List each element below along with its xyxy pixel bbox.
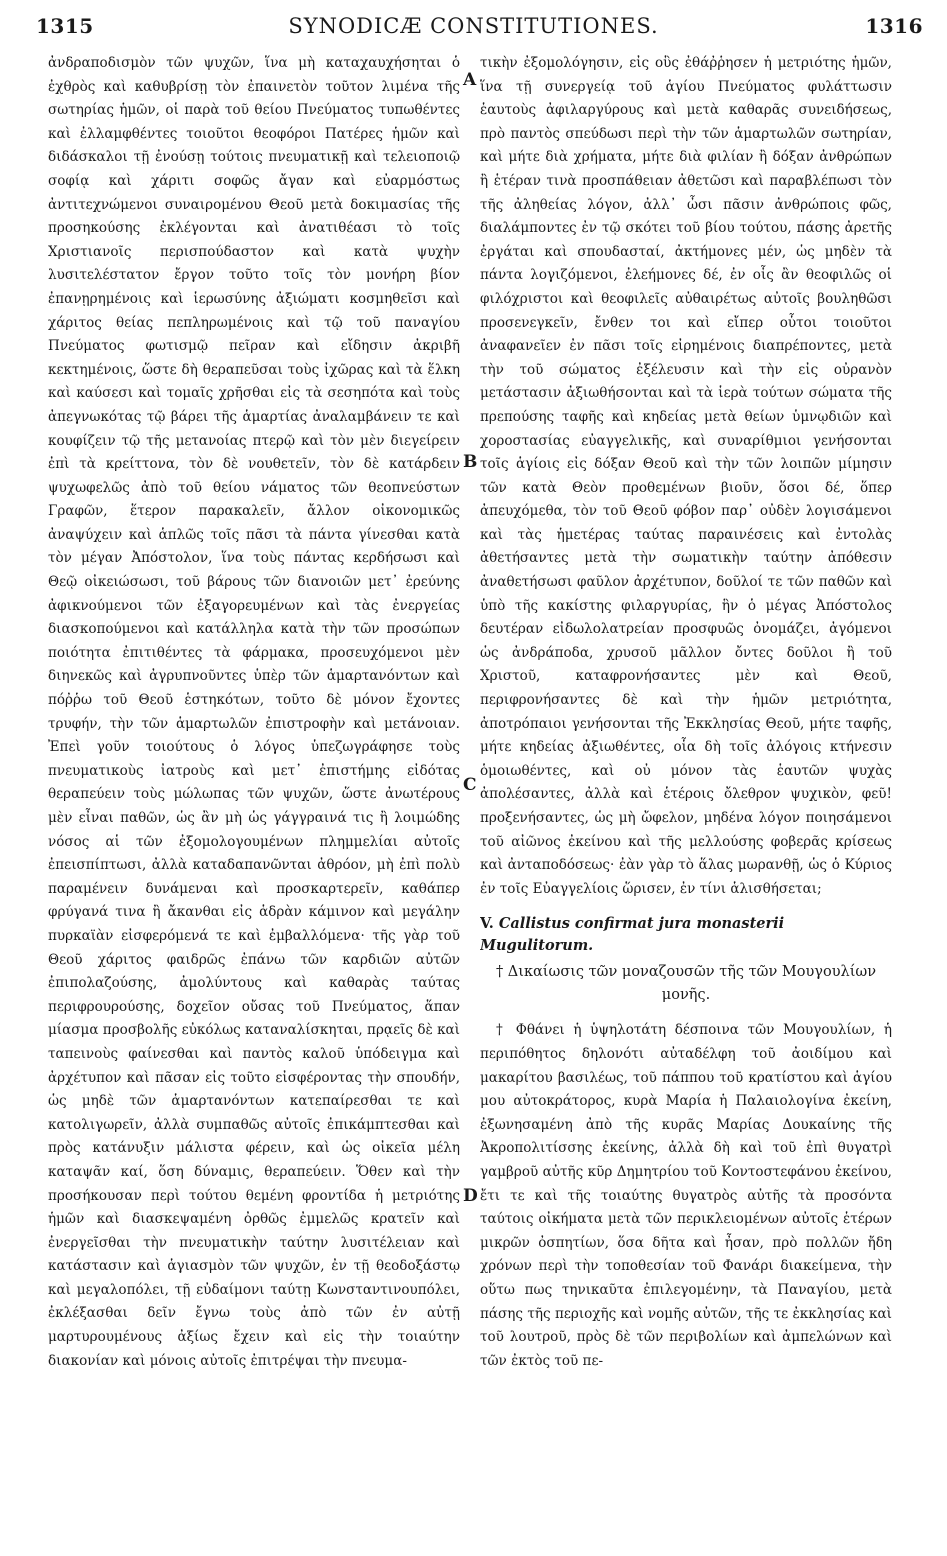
page-number-right: 1316	[865, 14, 923, 38]
section-title: Callistus confirmat jura monasterii Mugulitorum.	[480, 915, 785, 955]
margin-letter-a: A	[463, 70, 477, 90]
running-title: SYNODICÆ CONSTITUTIONES.	[288, 14, 659, 38]
greek-heading: † Δικαίωσις τῶν μοναζουσῶν τῆς τῶν Μουγουλίων μονῆς.	[495, 964, 877, 1004]
page-header	[0, 6, 947, 46]
margin-letter-c: C	[463, 775, 477, 795]
right-column	[480, 52, 892, 1542]
left-column	[48, 52, 460, 1542]
page-number-left: 1315	[36, 14, 94, 38]
section-heading	[480, 913, 892, 957]
right-column-text-after: † Φθάνει ἡ ὑψηλοτάτη δέσποινα τῶν Μουγουλίων, ἡ περιπόθητος δηλονότι αὐταδέλφη τοῦ ἀοιδίμου καὶ μακαρίτου βασιλέως, τοῦ πάππου τοῦ κρατίστου καὶ ἁγίου μου αὐτοκράτορος, κυρὰ Μαρία ἡ Παλαιολογίνα ἐκείνη, ἐξωνησαμένη ἀπὸ τῆς κυρᾶς Μαρίας Δουκαίνης τῆς Ἀκροπολιτίσσης ἐκείνης, ἀλλὰ δὴ καὶ τοῦ ἐπὶ θυγατρὶ γαμβροῦ αὐτῆς κῦρ Δημητρίου τοῦ Κοντοστεφάνου ἐκείνου, ἔτι τε καὶ τῆς τοιαύτης θυγατρὸς αὐτῆς τὰ προσόντα ταύτοις οἰκήματα μετὰ τῶν περικλειομένων αὐτοῖς ἑτέρων μικρῶν ὀσπητίων, ὅσα δῆτα καὶ ἦσαν, πρὸ πολλῶν ἤδη χρόνων περὶ τὴν τοποθεσίαν τοῦ Φανάρι διακείμενα, τὴν οὕτω πως τηνικαῦτα ἐπιλεγομένην, τὰ Παναγίου, μετὰ πάσης τῆς περιοχῆς καὶ νομῆς αὐτῶν, τῆς τε ἐκκλησίας καὶ τοῦ λουτροῦ, πρὸς δὲ τῶν περιβολίων καὶ ἀμπελώνων καὶ τῶν ἐκτὸς τοῦ πε-	[480, 1022, 892, 1369]
margin-letter-d: D	[463, 1186, 478, 1206]
left-column-text: ἀνδραποδισμὸν τῶν ψυχῶν, ἵνα μὴ καταχαυχήσηται ὁ ἐχθρὸς καὶ καθυβρίσῃ τὸν ἐπαινετὸν τοῦτον λιμένα τῆς σωτηρίας ἡμῶν, οἱ παρὰ τοῦ θείου Πνεύματος τυπωθέντες καὶ ἐλλαμφθέντες τοιοῦτοι θεοφόροι Πατέρες ἡμῶν καὶ διδάσκαλοι τῇ ἐνούσῃ τούτοις πνευματικῇ καὶ τελειοποιῷ σοφίᾳ καὶ χάριτι σοφῶς ἄγαν καὶ εὐαρμόστως ἀντιτεχνώμενοι συναιρομένου Θεοῦ μετὰ δοκιμασίας τῆς προσηκούσης ἐκλέγονται καὶ ἀνατιθέασι τὸ τοῖς Χριστιανοῖς περισπούδαστον καὶ κατὰ ψυχὴν λυσιτελέστατον ἔργον τοῦτο τοῖς τὸν μονήρη βίον ἐπανῃρημένοις καὶ ἱερωσύνης ἀξιώματι κοσμηθεῖσι καὶ χάριτος θείας πεπληρωμένοις καὶ τῷ τοῦ παναγίου Πνεύματος φωτισμῷ πεῖραν καὶ εἴδησιν ἀκριβῆ κεκτημένοις, ὥστε δὴ θεραπεῦσαι τοὺς ἰχῶρας καὶ τὰ ἕλκη καὶ καύσεσι καὶ τομαῖς χρῆσθαι εἰς τὰ σεσηπότα καὶ τοὺς ἀπεγνωκότας τῷ βάρει τῆς ἁμαρτίας ἀναλαμβάνειν τε καὶ κουφίζειν τῷ τῆς μετανοίας πτερῷ καὶ τὸν μὲν διεγείρειν ἐπὶ τὰ κρείττονα, τὸν δὲ νουθετεῖν, τὸν δὲ κατάρδειν ψυχωφελῶς ἀπὸ τοῦ θείου νάματος τῶν θεοπνεύστων Γραφῶν, ἕτερον παρακαλεῖν, ἄλλον οἰκονομικῶς ἀναψύχειν καὶ ἁπλῶς τοῖς πᾶσι τὰ πάντα γίνεσθαι κατὰ τὸν μέγαν Ἀπόστολον, ἵνα τοὺς πάντας κερδήσωσι καὶ Θεῷ οἰκειώσωσι, τοῦ βάρους τῶν διανοιῶν μετ᾽ ἐρεύνης ἀφικνούμενοι τῶν ἐξαγορευμένων καὶ τὰς ἐνεργείας διασκοπούμενοι καὶ κατάλληλα κατὰ τὴν τῶν προσώπων ποιότητα ἐπιτιθέντες τὰ φάρμακα, προσευχόμενοι μὲν διηνεκῶς καὶ ἀγρυπνοῦντες ὑπὲρ τῶν ἁμαρτανόντων καὶ πόῤῥω τοῦ Θεοῦ ἑστηκότων, τοῦτο δὲ μόνον ἔχοντες τρυφήν, τὴν τῶν ἁμαρτωλῶν ἐπιστροφὴν καὶ μετάνοιαν. Ἐπεὶ γοῦν τοιούτους ὁ λόγος ὑπεζωγράφησε τοὺς πνευματικοὺς ἰατροὺς καὶ μετ᾽ ἐπιστήμης εἰδότας θεραπεύειν τοὺς μώλωπας τῶν ψυχῶν, ὥστε ἀνωτέρους μὲν εἶναι παθῶν, ὡς ἂν μὴ ὡς γάγγραινά τις ἢ λοιμώδης νόσος αἱ τῶν ἐξομολογουμένων πλημμελίαι αὐτοῖς ἐπεισπίπτωσι, ἀλλὰ καταδαπανῶνται ἀθρόον, μὴ ἐπὶ πολὺ παραμένειν δυνάμεναι καὶ προσκαρτερεῖν, καθάπερ φρύγανά τινα ἢ ἄκανθαι εἰς ἁδρὰν κάμινον καὶ μεγάλην πυρκαϊὰν εἰσφερόμενά τε καὶ ἐμβαλλόμενα· τῆς γὰρ τοῦ Θεοῦ χάριτος φαιδρῶς ἐπάνω τῶν καρδιῶν αὐτῶν ἐπιπολαζούσης, ἀμολύντους καὶ καθαρὰς ταύτας περιφρουρούσης, δοχεῖον οὔσας τοῦ Πνεύματος, ἅπαν μίασμα προσβολῆς εὐκόλως καταναλίσκηται, πρᾳεῖς δὲ καὶ ταπεινοὺς φαίνεσθαι καὶ παντὸς καλοῦ ὑπόδειγμα καὶ ἀρχέτυπον καὶ πᾶσαν εἰς τοῦτο εἰσφέροντας τὴν σπουδήν, ὡς μηδὲ τῶν ἁμαρτανόντων κατεπαίρεσθαι τε καὶ κατολιγωρεῖν, ἀλλὰ συμπαθῶς αὐτοῖς ἐπικάμπτεσθαι καὶ πρὸς κατάνυξιν μάλιστα φέρειν, καὶ ὡς οἰκεῖα μέλη καταψᾶν καί, ὅση δύναμις, θεραπεύειν. Ὅθεν καὶ τὴν προσήκουσαν περὶ τούτου θεμένη φροντίδα ἡ μετριότης ἡμῶν καὶ διασκεψαμένη ὀρθῶς ἐμμελῶς κρατεῖν καὶ ἐνεργεῖσθαι τὴν πνευματικὴν ταύτην λυσιτέλειαν καὶ κατάστασιν καὶ ἁγιασμὸν τῶν ψυχῶν, ἐν τῇ θεοδοξάστῳ καὶ μεγαλοπόλει, τῇ εὐδαίμονι ταύτῃ Κωνσταντινουπόλει, ἐκλέξασθαι δεῖν ἔγνω τοὺς ἀπὸ τῶν ἐν αὐτῇ μαρτυρουμένους ἀξίως ἔχειν καὶ εἰς τὴν τοιαύτην διακονίαν καὶ μόνοις αὐτοῖς ἐπιτρέψαι τὴν πνευμα-	[48, 55, 460, 1369]
margin-letter-b: B	[463, 452, 478, 472]
section-number: V.	[480, 915, 494, 933]
right-column-text-before: τικὴν ἐξομολόγησιν, εἰς οὓς ἐθάῤῥησεν ἡ μετριότης ἡμῶν, ἵνα τῇ συνεργείᾳ τοῦ ἁγίου Πνεύματος φυλάττωσιν ἑαυτοὺς ἀφιλαργύρους καὶ μετὰ καθαρᾶς συνειδήσεως, πρὸ παντὸς σπεύδωσι περὶ τὴν τῶν ἁμαρτωλῶν σωτηρίαν, καὶ μήτε διὰ χρήματα, μήτε διὰ φιλίαν ἢ δόξαν ἀνθρώπων ἢ ἑτέραν τινὰ προσπάθειαν ἀθετῶσι καὶ παραβλέπωσι τὸν τῆς ἀληθείας λόγον, ἀλλ᾽ ὦσι πᾶσιν ἀνθρώποις φῶς, διαλάμποντες ἐν τῷ σκότει τοῦ βίου τούτου, πάσης ἀρετῆς ἐργάται καὶ σπουδασταί, ἀκτήμονες μέν, ὡς μηδὲν τὰ πάντα λογιζόμενοι, ἐλεήμονες δέ, ἐν οἷς ἂν θεοφιλῶς οἱ φιλόχριστοι καὶ θεοφιλεῖς αὐθαιρέτως αὐτοῖς βουληθῶσι προσενεγκεῖν, ἔνθεν τοι καὶ εἴπερ οὗτοι τοιοῦτοι ἀναφανεῖεν ἐν πᾶσι τοῖς εἰρημένοις διαπρέποντες, μετὰ τὴν τοῦ σώματος ἐξέλευσιν καὶ τὴν εἰς οὐρανὸν μετάστασιν ἀξιωθήσονται καὶ τὰ ἱερὰ τούτων σώματα τῆς πρεπούσης ταφῆς καὶ κηδείας μετὰ θείων ὑμνῳδιῶν καὶ χοροστασίας εὐαγγελικῆς, καὶ συναρίθμιοι γενήσονται τοῖς ἁγίοις εἰς δόξαν Θεοῦ καὶ τὴν τῶν λοιπῶν μίμησιν τῶν κατὰ Θεὸν προθεμένων βιοῦν, ὅσοι δέ, ὅπερ ἀπευχόμεθα, τὸν τοῦ Θεοῦ φόβον παρ᾽ οὐδὲν λογισάμενοι καὶ τὰς ἡμετέρας ταύτας παραινέσεις καὶ ἐντολὰς ἀθετήσαντες μετὰ τὴν σωματικὴν ταύτην ἀπόθεσιν ἀναθετήσωσι φαῦλον ἀρχέτυπον, δοῦλοί τε τῶν παθῶν καὶ ὑπὸ τῆς κακίστης φιλαργυρίας, ἣν ὁ μέγας Ἀπόστολος δευτέραν εἰδωλολατρείαν προσφυῶς ὀνομάζει, ἀγόμενοι ὡς ἀνδράποδα, χρυσοῦ μᾶλλον ὄντες δοῦλοι ἢ τοῦ Χριστοῦ, καταφρονήσαντες μὲν καὶ Θεοῦ, περιφρονήσαντες δὲ καὶ τὴν ἡμῶν μετριότητα, ἀποτρόπαιοι γενήσονται τῆς Ἐκκλησίας Θεοῦ, μήτε ταφῆς, μήτε κηδείας ἀξιωθέντες, οἷα δὴ τοῖς ἀλόγοις κτήνεσιν ὁμοιωθέντες, καὶ οὐ μόνον τὰς ἑαυτῶν ψυχὰς ἀπολέσαντες, ἀλλὰ καὶ ἑτέροις ὄλεθρον ψυχικὸν, φεῦ! προξενήσαντες, ὡς μὴ ὤφελον, μηδένα λόγον ποιησάμενοι τοῦ αἰῶνος ἐκείνου καὶ τῆς μελλούσης φοβερᾶς κρίσεως καὶ ἀνταποδόσεως· ἐὰν γὰρ τὸ ἅλας μωρανθῇ, ὡς ὁ Κύριος ἐν τοῖς Εὐαγγελίοις ὥρισεν, ἐν τίνι ἁλισθήσεται;	[480, 55, 892, 897]
